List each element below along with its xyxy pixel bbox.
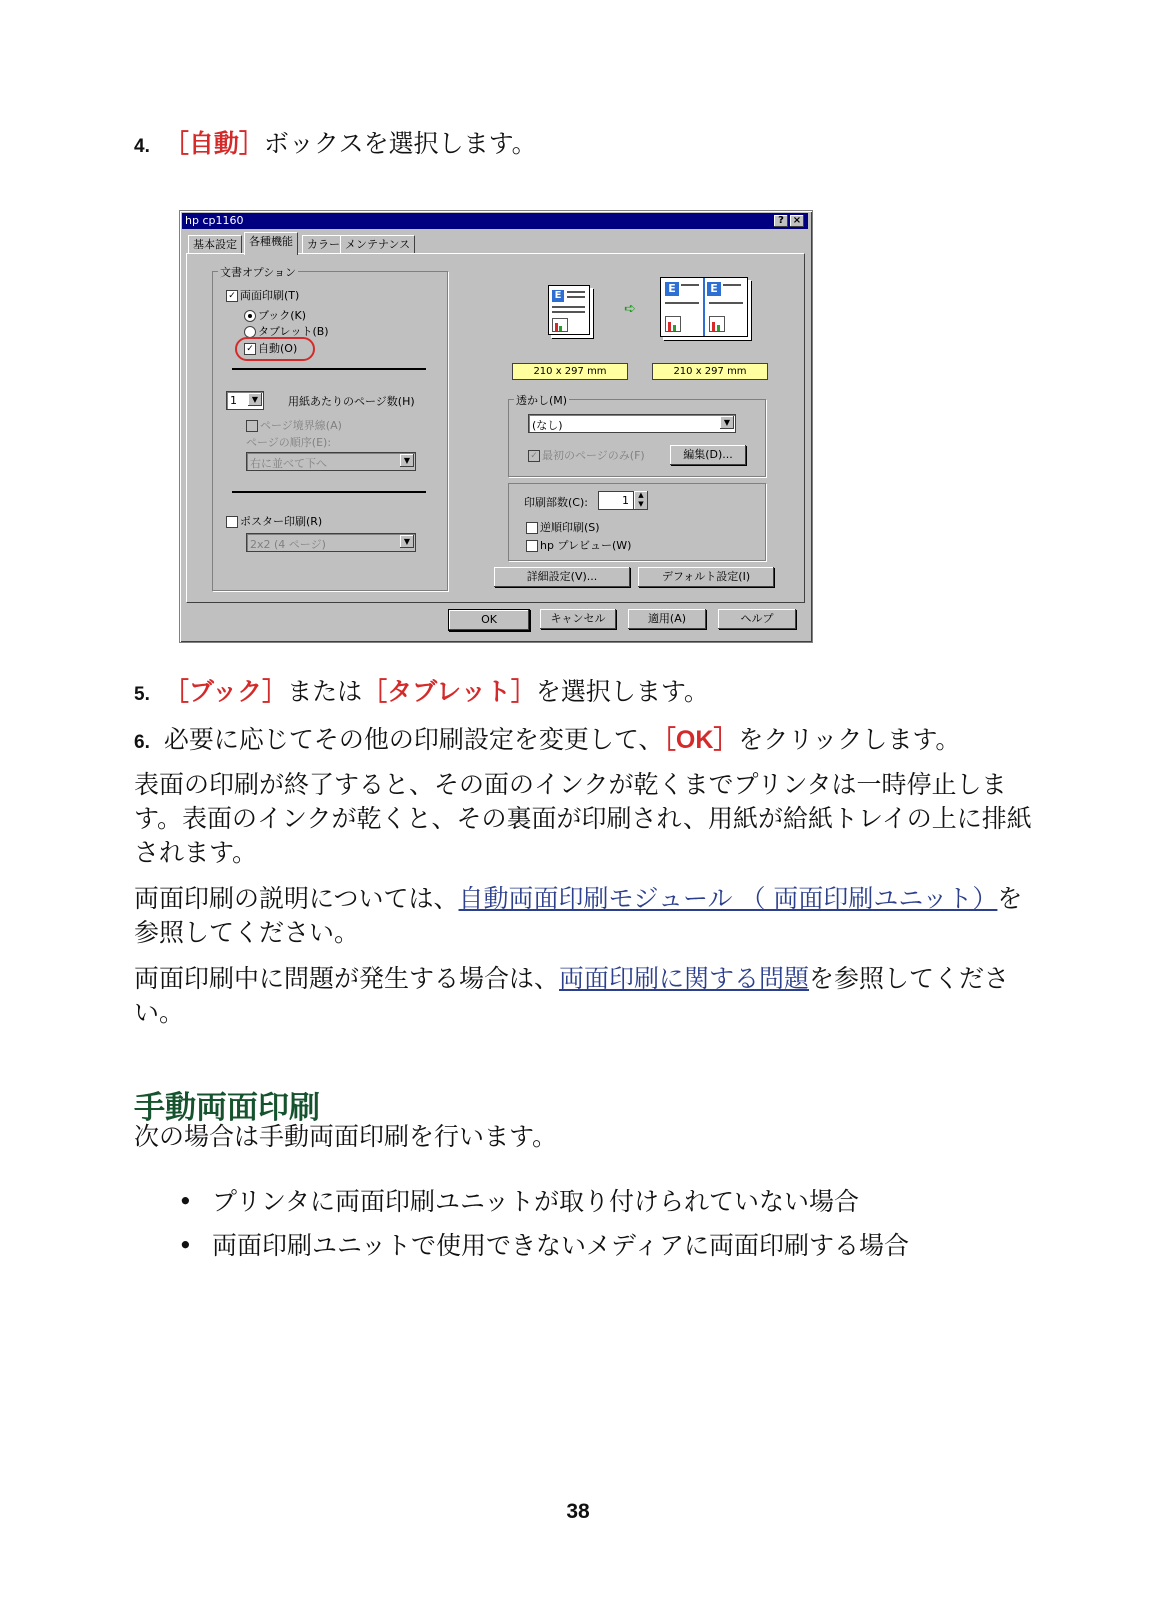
help-button[interactable]: ヘルプ [718,609,796,629]
watermark-group [508,399,766,477]
chevron-down-icon: ▼ [400,454,414,467]
help-title-button[interactable]: ? [774,215,788,227]
poster-label: ポスター印刷(R) [240,515,323,528]
print-properties-dialog [179,210,813,643]
paragraph-duplex-reference [134,882,1034,950]
page-order-label: ページの順序(E): [246,436,332,449]
hp-preview-label: hp プレビュー(W) [540,539,632,552]
step-text: をクリックします。 [738,725,961,754]
cancel-button[interactable]: キャンセル [540,609,616,629]
checkbox-icon [246,420,258,432]
ok-button[interactable]: OK [448,609,530,631]
step-5 [134,676,709,711]
dialog-title: hp cp1160 [185,214,244,227]
page-number: 38 [566,1500,590,1523]
section-heading: 手動両面印刷 [134,1090,320,1126]
paragraph-problem-reference [134,962,1034,1030]
list-item: • 両面印刷ユニットで使用できないメディアに両面印刷する場合 [178,1224,909,1268]
reverse-order-checkbox[interactable] [526,519,600,535]
list-item: • プリンタに両面印刷ユニットが取り付けられていない場合 [178,1180,909,1224]
copies-value: 1 [622,494,629,507]
step-4 [134,128,537,163]
tab-maintenance[interactable]: メンテナンス [340,235,415,254]
default-settings-button[interactable]: デフォルト設定(I) [638,567,774,587]
reverse-order-label: 逆順印刷(S) [540,521,600,534]
radio-selected-icon [244,310,256,322]
duplex-module-link[interactable]: 自動両面印刷モジュール （ 両面印刷ユニット） [458,884,998,913]
duplex-preview-icon: E E [660,277,748,337]
step-pre-text: 必要に応じてその他の印刷設定を変更して、 [163,725,664,754]
step-highlight-book: ［ブック］ [163,677,288,706]
step-number: 4. [134,136,150,157]
dialog-titlebar [182,213,808,229]
doc-options-label: 文書オプション [220,266,297,279]
paragraph-text: 両面印刷中に問題が発生する場合は、 [134,964,560,993]
poster-select[interactable] [246,533,416,552]
separator [232,368,426,370]
watermark-label: 透かし(M) [516,394,568,407]
tab-color[interactable]: カラー [302,235,345,254]
separator [232,491,426,493]
page-borders-checkbox[interactable] [246,417,342,433]
step-connector: または [287,677,363,706]
pages-per-sheet-value: 1 [230,394,237,407]
paragraph-text: を参照してください。 [134,964,1010,1027]
advanced-button[interactable]: 詳細設定(V)... [494,567,630,587]
check-icon: ✓ [528,450,540,462]
tab-features[interactable]: 各種機能 [244,232,298,255]
paragraph-text: を参照してください。 [134,884,1023,947]
arrow-right-icon: ➪ [624,301,636,317]
check-icon: ✓ [226,290,238,302]
copies-input[interactable] [598,491,634,510]
check-icon: ✓ [244,343,256,355]
watermark-select[interactable] [528,414,736,433]
bullet-list [178,1180,909,1268]
pages-per-sheet-label: 用紙あたりのページ数(H) [288,395,415,408]
size-after-label: 210 x 297 mm [652,363,768,380]
size-before-label: 210 x 297 mm [512,363,628,380]
watermark-value: (なし) [532,419,563,432]
section-intro: 次の場合は手動両面印刷を行います。 [134,1122,558,1151]
duplex-problems-link[interactable]: 両面印刷に関する問題 [559,964,810,993]
single-page-preview-icon: E [548,285,590,335]
page-order-value: 右に並べて下へ [250,457,327,470]
close-title-button[interactable]: × [790,215,804,227]
step-number: 5. [134,684,150,705]
paragraph-process: 表面の印刷が終了すると、その面のインクが乾くまでプリンタは一時停止します。表面のインクが乾くと、その裏面が印刷され、用紙が給紙トレイの上に排紙されます。 [134,770,1032,867]
tab-basic[interactable]: 基本設定 [188,235,242,254]
step-highlight: ［自動］ [163,129,264,158]
step-6 [134,724,960,759]
copies-spinner[interactable]: ▲ ▼ [634,491,648,510]
poster-checkbox[interactable] [226,513,322,529]
chevron-down-icon: ▼ [720,416,734,429]
chevron-down-icon: ▼ [248,393,262,406]
first-page-only-checkbox[interactable] [528,447,645,463]
step-text: を選択します。 [535,677,709,706]
highlight-circle [235,337,315,361]
paragraph-text: 両面印刷の説明については、 [134,884,459,913]
edit-button[interactable]: 編集(D)... [670,445,746,465]
book-radio[interactable] [244,307,306,323]
duplex-label: 両面印刷(T) [240,289,300,302]
page-borders-label: ページ境界線(A) [260,419,342,432]
step-highlight-ok: ［OK］ [663,726,739,754]
step-text: ボックスを選択します。 [263,129,537,158]
step-number: 6. [134,732,150,753]
page-order-select[interactable] [246,452,416,471]
checkbox-icon [226,516,238,528]
copies-label: 印刷部数(C): [524,496,588,509]
auto-label: 自動(O) [258,342,298,355]
step-highlight-tablet: ［タブレット］ [362,677,536,706]
first-page-only-label: 最初のページのみ(F) [542,449,645,462]
apply-button[interactable]: 適用(A) [628,609,706,629]
checkbox-icon [526,522,538,534]
checkbox-icon [526,540,538,552]
book-label: ブック(K) [258,309,307,322]
pages-per-sheet-select[interactable] [226,391,264,410]
duplex-checkbox[interactable] [226,287,299,303]
hp-preview-checkbox[interactable] [526,537,631,553]
poster-value: 2x2 (4 ページ) [250,538,326,551]
tablet-label: タブレット(B) [258,325,329,338]
chevron-down-icon: ▼ [400,535,414,548]
